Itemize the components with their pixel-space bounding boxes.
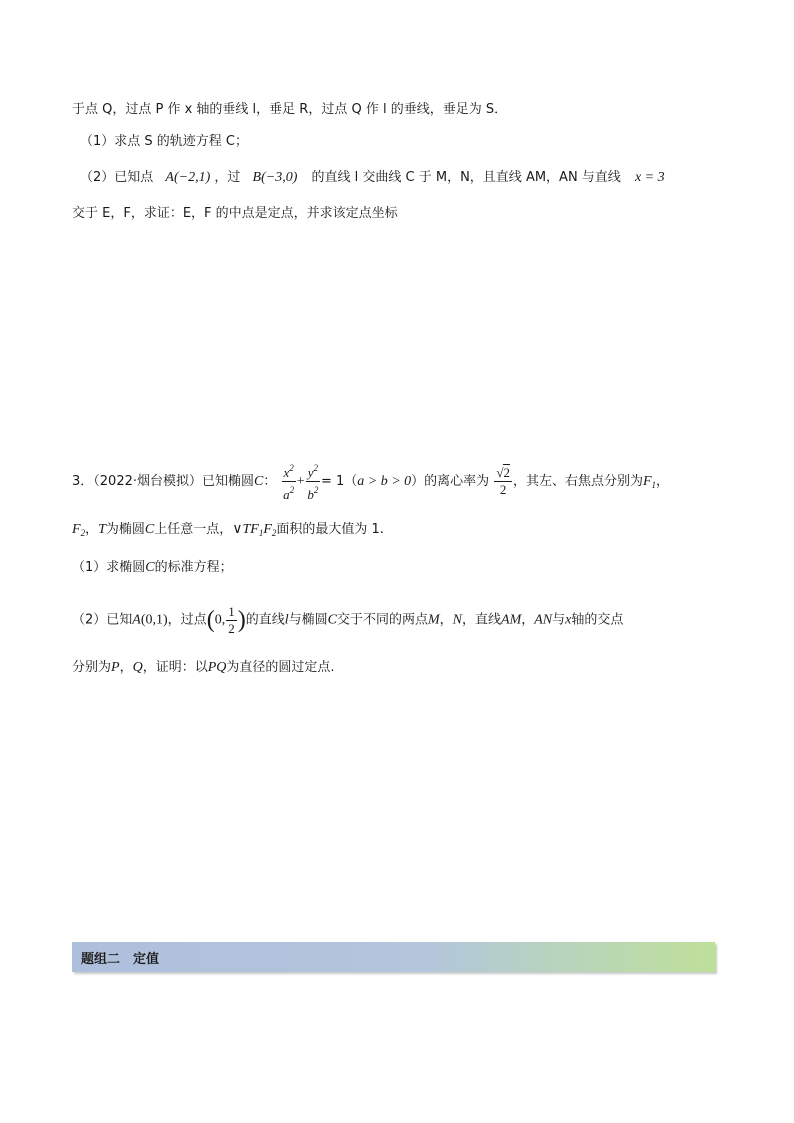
- question-text: ，过点: [167, 612, 207, 628]
- problem-3-question-2: （2）已知A(0,1)，过点(0, $\frac{1}{2}$ )的直线l与椭圆C交于不同的两点M，N，直线AM，AN与x轴的交点: [72, 603, 624, 636]
- problem-3-question-1: [72, 558, 233, 578]
- question-text: 与椭圆: [288, 612, 328, 628]
- point-m: M: [427, 612, 440, 628]
- segment-pq: PQ: [207, 660, 227, 675]
- problem-2-question-1: [80, 132, 248, 152]
- condition: a > b > 0: [357, 474, 412, 489]
- ellipse-name: C: [254, 474, 264, 489]
- x-axis: x: [565, 612, 572, 628]
- section-banner: [72, 942, 715, 972]
- focus-letter: F: [263, 522, 272, 537]
- ellipse-name: C: [327, 612, 337, 628]
- point-a: A: [132, 612, 141, 628]
- problem-text: 面积的最大值为 1.: [276, 522, 384, 537]
- question-text: 轴的交点: [571, 612, 624, 628]
- point-coord: 0,: [214, 612, 226, 628]
- denominator: 2: [228, 620, 235, 636]
- var-b: b: [307, 487, 314, 502]
- comma: ，: [85, 522, 99, 537]
- problem-text: ，其左、右焦点分别为: [512, 474, 643, 489]
- problem-2-text: 于点 Q，过点 P 作 x 轴的垂线 l，垂足 R，过点 Q 作 l 的垂线，垂足为 S．: [72, 102, 508, 117]
- question-text: 的直线: [245, 612, 285, 628]
- problem-text: 为椭圆: [105, 522, 145, 537]
- section-title: 题组二 定值: [81, 952, 160, 967]
- triangle-tf1f2: $\vee TF_1F_2$: [232, 522, 277, 538]
- problem-3-line-2: [72, 520, 384, 543]
- question-text: ，直线: [462, 612, 502, 628]
- focus-letter: F: [72, 522, 81, 537]
- comma: ，: [119, 660, 133, 675]
- point-p: P: [111, 660, 120, 675]
- var-y: y: [307, 465, 314, 480]
- problem-3-question-2-cont: [72, 658, 335, 678]
- line-an: AN: [534, 612, 553, 628]
- question-text: 的标准方程；: [154, 560, 233, 575]
- focus-letter: F: [642, 474, 652, 489]
- point-a-coord: (0,1): [140, 612, 168, 628]
- equation-part: ）的离心率为: [411, 474, 490, 489]
- point-t: T: [98, 522, 106, 537]
- comma: ，: [656, 474, 670, 489]
- line-l: l: [284, 612, 289, 628]
- question-text: 的直线 l 交曲线 C 于 M，N，且直线 AM，AN 与直线: [311, 170, 621, 185]
- question-text: 交于 E，F，求证：E，F 的中点是定点，并求该定点坐标: [72, 206, 398, 221]
- question-text: 分别为: [72, 660, 112, 675]
- point-a: A(−2,1): [165, 170, 211, 185]
- point-n: N: [452, 612, 462, 628]
- comma: ，: [521, 612, 535, 628]
- var-x: x: [283, 465, 290, 480]
- problem-2-question-2: [80, 168, 665, 188]
- question-text: 与: [552, 612, 566, 628]
- problem-2-line: [72, 100, 507, 120]
- question-text: （1）求椭圆: [72, 560, 146, 575]
- fraction-half: [226, 604, 237, 637]
- denominator: 2: [499, 482, 507, 497]
- question-text: ，证明：以: [142, 660, 208, 675]
- line-am: AM: [501, 612, 522, 628]
- point-q: Q: [132, 660, 143, 675]
- triangle-label: ∨TF: [232, 522, 259, 537]
- fraction-sqrt2-2: $\frac{√2}{2}$: [496, 465, 510, 497]
- numerator: 1: [228, 603, 235, 619]
- var-a: a: [283, 487, 290, 502]
- ellipse-name: C: [145, 560, 155, 575]
- comma: ，: [439, 612, 453, 628]
- point-b: B(−3,0): [252, 170, 298, 185]
- problem-3-line-1: 3．（2022·烟台模拟）已知椭圆C： $\frac{x^2}{a^2}$ + $\frac{y^2}{b^2}$ = 1（a > b > 0）的离心率为 $\frac{√2}{2}$ ，其左、右焦点分别为$F_1$，: [72, 460, 669, 505]
- focus-f2: $F_2$: [72, 522, 86, 538]
- question-text: 为直径的圆过定点.: [226, 660, 335, 675]
- question-text: （2）已知点: [80, 170, 154, 185]
- question-text: （2）已知: [72, 612, 133, 628]
- sqrt-value: 2: [503, 465, 510, 480]
- equation-part: = 1（: [320, 474, 358, 489]
- ellipse-name: C: [144, 522, 155, 537]
- fraction-y2-b2: $\frac{y^2}{b^2}$: [306, 460, 320, 503]
- fraction-x2-a2: $\frac{x^2}{a^2}$: [282, 460, 296, 503]
- question-text: ，过: [214, 170, 241, 185]
- question-text: （1）求点 S 的轨迹方程 C；: [80, 134, 248, 149]
- colon: ：: [263, 474, 277, 489]
- problem-text: 上任意一点，: [154, 522, 233, 537]
- line-equation: x = 3: [634, 170, 665, 185]
- problem-3-heading: 3．（2022·烟台模拟）已知椭圆: [72, 474, 254, 489]
- focus-f1: $F_1$: [642, 474, 657, 490]
- question-text: 交于不同的两点: [336, 612, 428, 628]
- problem-2-question-2-cont: [72, 204, 398, 224]
